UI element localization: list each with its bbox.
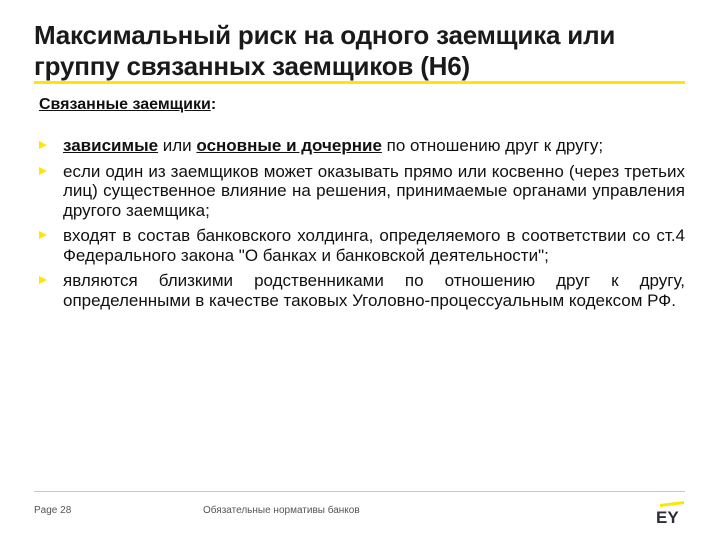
slide-title: Максимальный риск на одного заемщика или группу связанных заемщиков (Н6) [34,20,616,81]
title-underline [34,81,685,84]
bullet-text-part: по отношению друг к другу; [381,136,604,155]
footer-caption: Обязательные нормативы банков [203,505,360,516]
term-parent-subsidiary: основные и дочерние [196,136,382,155]
bullet-item [39,162,685,221]
section-heading-text: Связанные заемщики [39,96,211,113]
bullet-text: если один из заемщиков может оказывать прямо или косвенно (через третьих лиц) существенное влияние на решения, принимаемые органами управления другого заемщика; [63,161,685,220]
bullet-arrow-icon [39,231,47,239]
svg-text:EY: EY [656,508,679,525]
slide-content [39,95,685,316]
bullet-text-part: или [158,136,197,155]
bullet-arrow-icon [39,141,47,149]
ey-logo-icon [654,501,688,525]
bullet-text: являются близкими родственниками по отношению друг к другу, определенными в качестве таковых Уголовно-процессуальным кодексом РФ. [63,271,685,310]
bullet-item [39,136,685,156]
bullet-arrow-icon [39,276,47,284]
bullet-item [39,271,685,310]
section-heading [39,95,685,115]
section-heading-colon: : [210,96,217,113]
bullet-list [39,136,685,310]
footer-divider [34,491,685,492]
bullet-arrow-icon [39,167,47,175]
page-number: Page 28 [34,505,72,516]
bullet-item [39,226,685,265]
bullet-text: входят в состав банковского холдинга, определяемого в соответствии со ст.4 Федерального закона "О банках и банковской деятельности"; [63,226,685,265]
term-dependent: зависимые [63,136,159,155]
